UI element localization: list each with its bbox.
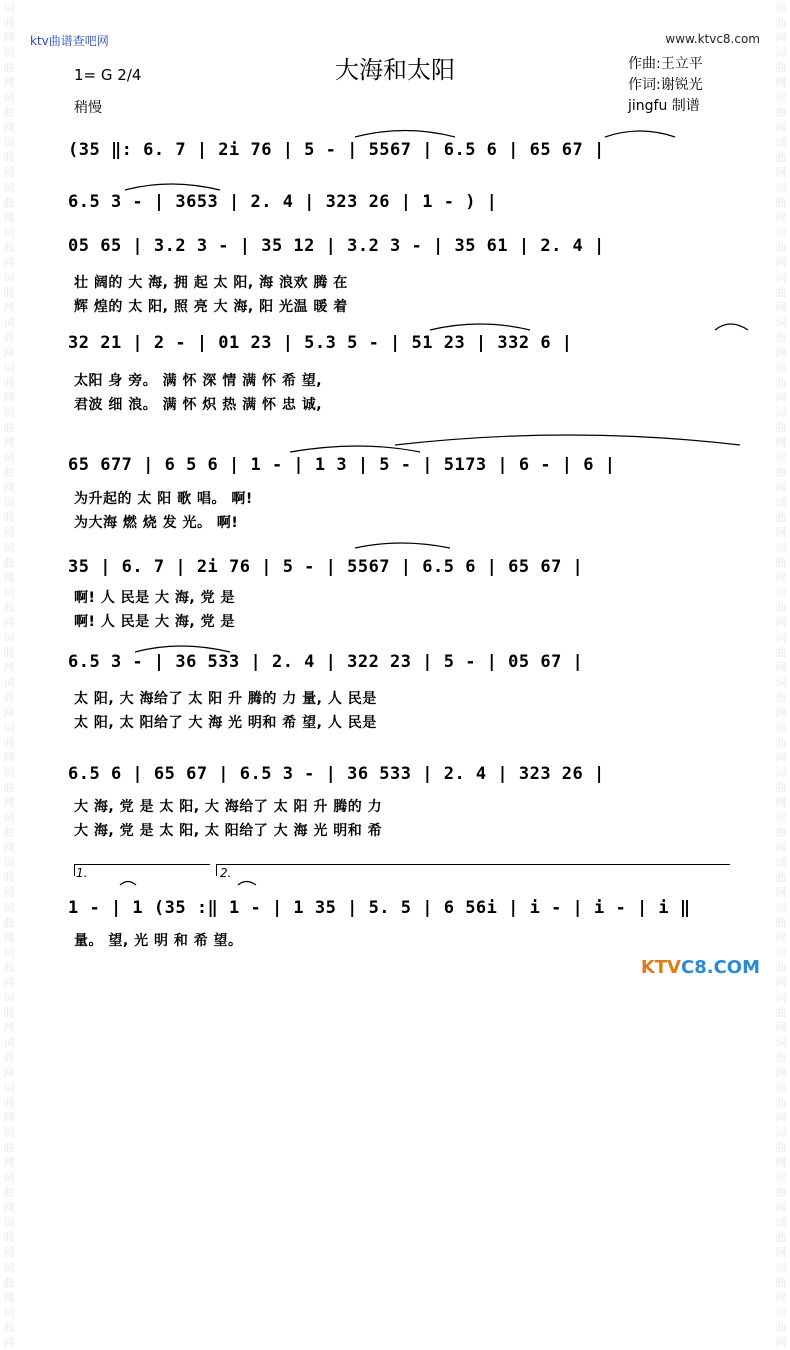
lyric-line: 量。 望, 光 明 和 希 望。	[74, 933, 243, 949]
lyric-line: 啊! 人 民是 大 海, 党 是	[74, 590, 235, 606]
slur	[355, 543, 450, 548]
lyric-line: 为大海 燃 烧 发 光。 啊!	[74, 515, 239, 531]
composer: 作曲:王立平	[628, 56, 703, 72]
song-title: 大海和太阳	[335, 56, 455, 84]
first-ending-bracket	[74, 864, 210, 865]
notation-row: 6.5 6 | 65 67 | 6.5 3 - | 36 533 | 2. 4 | 323 26 |	[68, 764, 605, 784]
key-signature: 1= G 2/4	[74, 66, 142, 84]
lyricist: 作词:谢锐光	[628, 77, 703, 93]
notation-row: 32 21 | 2 - | 01 23 | 5.3 5 - | 51 23 | 332 6 |	[68, 333, 573, 353]
lyric-line: 太阳 身 旁。 满 怀 深 情 满 怀 希 望,	[74, 373, 323, 389]
notation-row: 1 - | 1 (35 :‖ 1 - | 1 35 | 5. 5 | 6 56i | i - | i - | i ‖	[68, 898, 691, 918]
watermark-right: 词曲网词曲网词曲网词曲网词曲网词曲网词曲网词曲网词曲网词曲网词曲网词曲网词曲网词曲网词曲网词曲网词曲网词曲网词曲网词曲网词曲网词曲网词曲网词曲网词曲网词曲网词曲网词曲网词曲网词曲网	[775, 1, 787, 1349]
slur	[715, 324, 748, 330]
slur	[290, 446, 420, 452]
notation-row: 05 65 | 3.2 3 - | 35 12 | 3.2 3 - | 35 61 | 2. 4 |	[68, 236, 605, 256]
credits	[628, 54, 703, 117]
lyric-line: 太 阳, 太 阳给了 大 海 光 明和 希 望, 人 民是	[74, 715, 377, 731]
lyric-line: 太 阳, 大 海给了 太 阳 升 腾的 力 量, 人 民是	[74, 691, 377, 707]
second-ending-bracket	[216, 864, 730, 865]
first-ending-tick	[74, 864, 75, 876]
lyric-line: 壮 阔的 大 海, 拥 起 太 阳, 海 浪欢 腾 在	[74, 275, 348, 291]
slur	[125, 184, 220, 190]
watermark-left: 词曲网词曲网词曲网词曲网词曲网词曲网词曲网词曲网词曲网词曲网词曲网词曲网词曲网词曲网词曲网词曲网词曲网词曲网词曲网词曲网词曲网词曲网词曲网词曲网词曲网词曲网词曲网词曲网词曲网词曲网	[3, 1, 15, 1349]
tempo-marking: 稍慢	[74, 100, 102, 116]
lyric-line: 大 海, 党 是 太 阳, 大 海给了 太 阳 升 腾的 力	[74, 799, 383, 815]
second-ending-label: 2.	[220, 866, 232, 880]
lyric-line: 啊! 人 民是 大 海, 党 是	[74, 614, 235, 630]
lyric-line: 辉 煌的 太 阳, 照 亮 大 海, 阳 光温 暖 着	[74, 299, 348, 315]
lyric-line: 为升起的 太 阳 歌 唱。 啊!	[74, 491, 253, 507]
site-label[interactable]: ktv曲谱查吧网	[30, 34, 109, 48]
engraver: jingfu 制谱	[628, 98, 700, 114]
lyric-line: 君波 细 浪。 满 怀 炽 热 满 怀 忠 诚,	[74, 397, 323, 413]
lyric-line: 大 海, 党 是 太 阳, 太 阳给了 大 海 光 明和 希	[74, 823, 383, 839]
slur	[605, 131, 675, 137]
second-ending-tick	[216, 864, 217, 876]
notation-row: (35 ‖: 6. 7 | 2i 76 | 5 - | 5567 | 6.5 6 | 65 67 |	[68, 140, 605, 160]
site-url[interactable]: www.ktvc8.com	[665, 32, 760, 46]
slur	[238, 882, 256, 886]
first-ending-label: 1.	[76, 866, 88, 880]
notation-row: 6.5 3 - | 36 533 | 2. 4 | 322 23 | 5 - | 05 67 |	[68, 652, 584, 672]
notation-row: 35 | 6. 7 | 2i 76 | 5 - | 5567 | 6.5 6 | 65 67 |	[68, 557, 584, 577]
slur	[430, 324, 530, 330]
slur	[395, 435, 740, 445]
slur	[120, 882, 136, 886]
notation-row: 6.5 3 - | 3653 | 2. 4 | 323 26 | 1 - ) |	[68, 192, 498, 212]
ktvc8-logo: KTVC8.COM	[640, 957, 760, 978]
notation-row: 65 677 | 6 5 6 | 1 - | 1 3 | 5 - | 5173 | 6 - | 6 |	[68, 455, 616, 475]
slur	[355, 131, 455, 138]
